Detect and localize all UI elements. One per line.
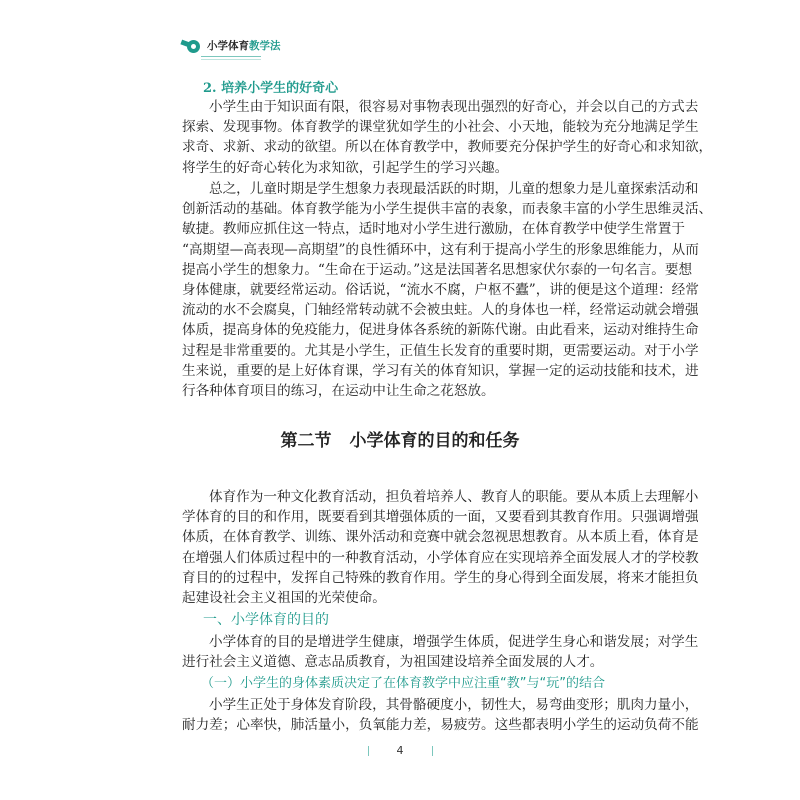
text-line: 过程是非常重要的。尤其是小学生，正值生长发育的重要时期，更需要运动。对于小学 [182, 342, 699, 359]
text-line: 小学生由于知识面有限，很容易对事物表现出强烈的好奇心，并会以自己的方式去 [209, 99, 699, 115]
section-number: 第二节 [280, 431, 332, 451]
paragraph [182, 632, 699, 672]
text-line: 敏捷。教师应抓住这一特点，适时地对小学生进行激励，在体育教学中使学生常置于 [182, 221, 685, 238]
text-line: 进行社会主义道德、意志品质教育，为祖国建设培养全面发展的人才。 [182, 654, 604, 671]
text-line: 学体育的目的和作用，既要看到其增强体质的一面，又要看到其教育作用。只强调增强 [182, 509, 699, 526]
header-divider [201, 59, 261, 60]
book-title [207, 38, 281, 53]
text-line: 生来说，重要的是上好体育课，学习有关的体育知识，掌握一定的运动技能和技术，进 [182, 362, 699, 379]
paragraph [182, 487, 699, 608]
header-divider [201, 56, 261, 57]
text-line: 体育作为一种文化教育活动，担负着培养人、教育人的职能。要从本质上去理解小 [209, 489, 699, 505]
footer-divider [432, 746, 433, 756]
text-line: 创新活动的基础。体育教学能为小学生提供丰富的表象，而表象丰富的小学生思维灵活、 [182, 201, 713, 218]
footer-divider [368, 746, 369, 756]
text-line: 小学生正处于身体发育阶段，其骨骼硬度小，韧性大，易弯曲变形；肌肉力量小， [209, 697, 699, 713]
page-number: 4 [396, 744, 404, 757]
text-line: 起建设社会主义祖国的光荣使命。 [182, 589, 386, 606]
paragraph [182, 97, 713, 178]
text-line: 流动的水不会腐臭，门轴经常转动就不会被虫蛀。人的身体也一样，经常运动就会增强 [182, 302, 699, 319]
whistle-icon [181, 36, 203, 54]
text-line: 探索、发现事物。体育教学的课堂犹如学生的小社会、小天地，能较为充分地满足学生 [182, 119, 699, 136]
text-line: 小学体育的目的是增进学生健康，增强学生体质，促进学生身心和谐发展；对学生 [209, 634, 699, 650]
heading-level-2: （一）小学生的身体素质决定了在体育教学中应注重“教”与“玩”的结合 [201, 676, 605, 691]
text-line: 体质，在体育教学、训练、课外活动和竞赛中就会忽视思想教育。从本质上看，体育是 [182, 529, 699, 546]
text-line: 育目的的过程中，发挥自己特殊的教育作用。学生的身心得到全面发展，将来才能担负 [182, 569, 699, 586]
text-line: 身体健康，就要经常运动。俗话说，“流水不腐，户枢不蠹”，讲的便是这个道理：经常 [182, 281, 699, 298]
text-line: 求奇、求新、求动的欲望。所以在体育教学中，教师要充分保护学生的好奇心和求知欲， [182, 139, 713, 156]
book-title-accent: 教学法 [249, 39, 281, 52]
text-line: 体质，提高身体的免疫能力，促进身体各系统的新陈代谢。由此看来，运动对维持生命 [182, 322, 699, 339]
text-line: 提高小学生的想象力。“生命在于运动。”这是法国著名思想家伏尔泰的一句名言。要想 [182, 261, 693, 278]
text-line: 在增强人们体质过程中的一种教育活动，小学体育应在实现培养全面发展人才的学校教 [182, 549, 699, 566]
running-header [181, 36, 281, 54]
text-line: 耐力差；心率快，肺活量小，负氧能力差，易疲劳。这些都表明小学生的运动负荷不能 [182, 717, 699, 734]
text-line: “高期望—高表现—高期望”的良性循环中，这有利于提高小学生的形象思维能力，从而 [182, 241, 699, 258]
section-title [0, 426, 800, 451]
text-line: 行各种体育项目的练习，在运动中让生命之花怒放。 [182, 382, 495, 399]
paragraph [182, 179, 713, 401]
paragraph [182, 695, 699, 735]
book-title-main: 小学体育 [207, 39, 249, 52]
section-name: 小学体育的目的和任务 [349, 431, 520, 451]
heading-level-1: 一、小学体育的目的 [203, 612, 329, 628]
subsection-title: 2. 培养小学生的好奇心 [203, 81, 339, 96]
text-line: 总之，儿童时期是学生想象力表现最活跃的时期，儿童的想象力是儿童探索活动和 [209, 181, 699, 197]
page-footer [0, 744, 800, 757]
text-line: 将学生的好奇心转化为求知欲，引起学生的学习兴趣。 [182, 159, 509, 176]
